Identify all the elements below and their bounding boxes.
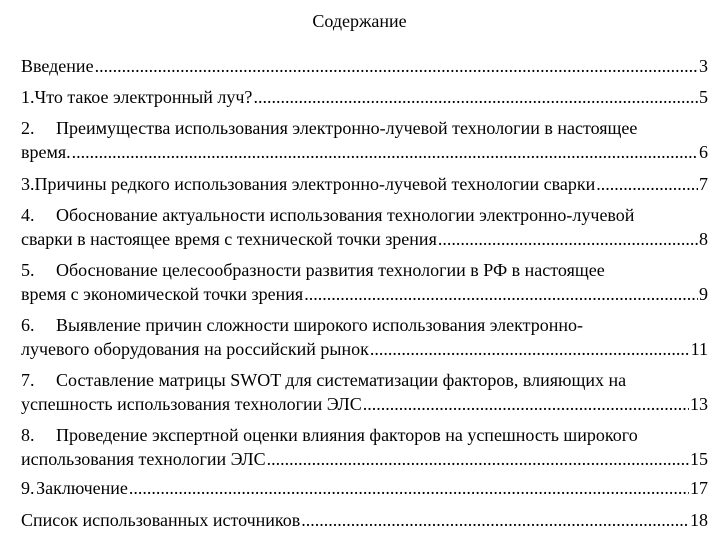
toc-entry-1 bbox=[21, 85, 708, 109]
toc-line bbox=[21, 203, 708, 227]
toc-entry-text-continued: время с экономической точки зрения bbox=[21, 284, 304, 304]
toc-entry-9 bbox=[21, 476, 708, 500]
toc-entry-text: Обоснование актуальности использования технологии электронно-лучевой bbox=[56, 205, 635, 225]
toc-entry-text: Составление матрицы SWOT для систематизации факторов, влияющих на bbox=[56, 370, 627, 390]
toc-line bbox=[21, 313, 708, 337]
toc-entry-3 bbox=[21, 172, 708, 196]
dot-leader bbox=[301, 508, 689, 532]
toc-entry-number: 6. bbox=[21, 315, 35, 335]
toc-entry-number: 1. bbox=[21, 87, 35, 107]
toc-line bbox=[21, 54, 708, 78]
toc-page-number: 6 bbox=[699, 142, 708, 162]
toc-page-number: 13 bbox=[690, 394, 708, 414]
toc-entry-text-continued: использования технологии ЭЛС bbox=[21, 449, 266, 469]
toc-page-number: 15 bbox=[690, 449, 708, 469]
toc-entry-references bbox=[21, 508, 708, 532]
toc-entry-6 bbox=[21, 313, 708, 361]
toc-entry-text: Что такое электронный луч? bbox=[34, 87, 253, 107]
toc-entry-text: Проведение экспертной оценки влияния факторов на успешность широкого bbox=[56, 425, 638, 445]
toc-title: Содержание bbox=[312, 11, 407, 31]
dot-leader bbox=[267, 447, 689, 471]
toc-page-number: 17 bbox=[690, 478, 708, 498]
toc-entry-5 bbox=[21, 258, 708, 306]
dot-leader bbox=[363, 392, 689, 416]
toc-entry-text-continued: успешность использования технологии ЭЛС bbox=[21, 394, 362, 414]
toc-line bbox=[21, 85, 708, 109]
toc-entry-8 bbox=[21, 423, 708, 471]
dot-leader bbox=[253, 85, 698, 109]
toc-entry-number: 4. bbox=[21, 205, 35, 225]
dot-leader bbox=[95, 54, 698, 78]
toc-entry-text-continued: сварки в настоящее время с технической точки зрения bbox=[21, 229, 437, 249]
toc-entry-number: 3. bbox=[21, 174, 35, 194]
toc-line bbox=[21, 476, 708, 500]
toc-entry-7 bbox=[21, 368, 708, 416]
dot-leader bbox=[596, 172, 698, 196]
toc-entry-text: Причины редкого использования электронно-лучевой технологии сварки bbox=[34, 174, 596, 194]
toc-page-number: 18 bbox=[690, 510, 708, 530]
toc-page-number: 11 bbox=[690, 339, 708, 359]
dot-leader bbox=[129, 476, 689, 500]
toc-page-number: 5 bbox=[699, 87, 708, 107]
toc-line bbox=[21, 423, 708, 447]
toc-page-number: 9 bbox=[699, 284, 708, 304]
toc-line bbox=[21, 392, 708, 416]
toc-entry-number: 9. bbox=[21, 478, 35, 498]
toc-line bbox=[21, 116, 708, 140]
toc-line bbox=[21, 368, 708, 392]
dot-leader bbox=[72, 140, 698, 164]
toc-line bbox=[21, 172, 708, 196]
toc-entry-text-continued: лучевого оборудования на российский рынок bbox=[21, 339, 369, 359]
toc-entry-introduction bbox=[21, 54, 708, 78]
toc-line bbox=[21, 227, 708, 251]
dot-leader bbox=[304, 282, 698, 306]
toc-entry-text: Список использованных источников bbox=[21, 510, 301, 530]
toc-line bbox=[21, 508, 708, 532]
toc-page-number: 8 bbox=[699, 229, 708, 249]
toc-page-number: 7 bbox=[699, 174, 708, 194]
toc-line bbox=[21, 337, 708, 361]
toc-entry-4 bbox=[21, 203, 708, 251]
toc-page-number: 3 bbox=[699, 56, 708, 76]
toc-line bbox=[21, 282, 708, 306]
toc-entry-text: Преимущества использования электронно-лучевой технологии в настоящее bbox=[56, 118, 638, 138]
toc-entry-number: 5. bbox=[21, 260, 35, 280]
toc-line bbox=[21, 258, 708, 282]
dot-leader bbox=[438, 227, 698, 251]
toc-entry-text: Выявление причин сложности широкого использования электронно- bbox=[56, 315, 583, 335]
toc-entry-text: Заключение bbox=[36, 478, 128, 498]
toc-line bbox=[21, 447, 708, 471]
dot-leader bbox=[370, 337, 690, 361]
toc-entry-text: Обоснование целесообразности развития технологии в РФ в настоящее bbox=[56, 260, 605, 280]
toc-entry-2 bbox=[21, 116, 708, 164]
toc-entry-number: 7. bbox=[21, 370, 35, 390]
toc-line bbox=[21, 140, 708, 164]
toc-entry-text-continued: время. bbox=[21, 142, 71, 162]
toc-entry-number: 8. bbox=[21, 425, 35, 445]
toc-entry-text: Введение bbox=[21, 56, 94, 76]
toc-entry-number: 2. bbox=[21, 118, 35, 138]
